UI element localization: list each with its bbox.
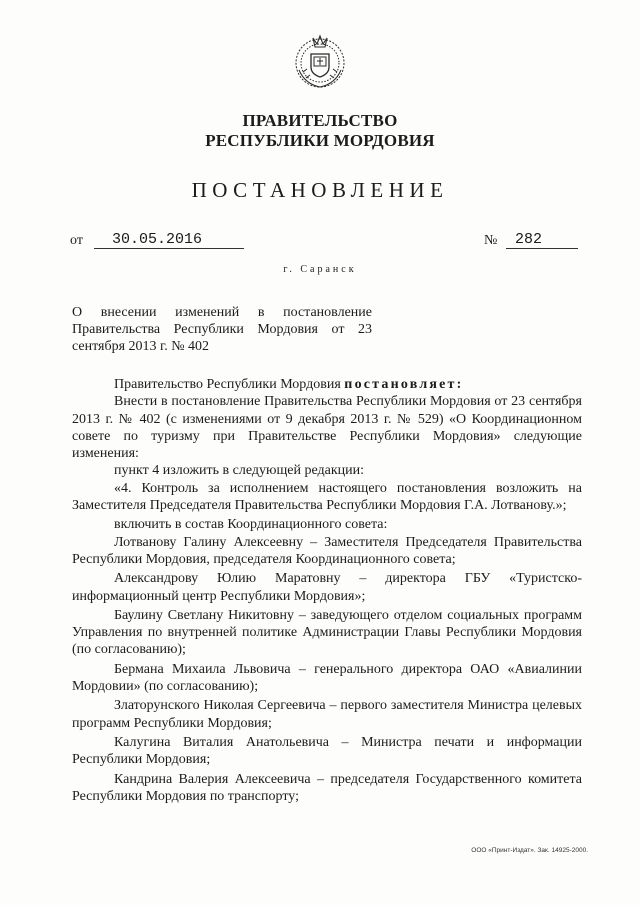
city-name: г. Саранск [283, 264, 357, 275]
government-name-line1: ПРАВИТЕЛЬСТВО [242, 111, 398, 130]
date-number-line [70, 233, 578, 255]
number-prefix: № [484, 233, 498, 248]
date-prefix: от [70, 233, 83, 248]
coat-of-arms-icon [291, 30, 349, 92]
document-body [72, 376, 582, 805]
body-paragraph: включить в состав Координационного совета: [114, 517, 388, 533]
printer-footer: ООО «Принт-Издат». Зак. 14925-2000. [471, 847, 588, 854]
document-number: 282 [506, 231, 578, 249]
member-entry: Бермана Михаила Львовича – генерального директора ОАО «Авиалинии Мордовии» (по согласованию); [72, 661, 582, 695]
member-entry: Александрову Юлию Маратовну – директора ГБУ «Туристско-информационный центр Республики Мордовия»; [72, 571, 582, 604]
decree-action-word: постановляет: [344, 377, 464, 392]
member-entry: Лотванову Галину Алексеевну – Заместителя Председателя Правительства Республики Мордовия, председателя Координационного совета; [72, 534, 582, 567]
body-paragraph: Внести в постановление Правительства Республики Мордовия от 23 сентября 2013 г. № 402 (с изменениями от 9 декабря 2013 г. № 529) «О Координационном совете по туризму при Правительстве Республики Мордовия» следующие изменения: [72, 394, 582, 462]
member-entry: Кандрина Валерия Алексеевича – председателя Государственного комитета Республики Мордовия по транспорту; [72, 771, 582, 804]
government-name-line2: РЕСПУБЛИКИ МОРДОВИЯ [205, 131, 435, 150]
member-entry: Калугина Виталия Анатольевича – Министра печати и информации Республики Мордовия; [72, 734, 582, 768]
member-entry: Златорунского Николая Сергеевича – первого заместителя Министра целевых программ Республики Мордовия; [72, 698, 582, 731]
body-paragraph: «4. Контроль за исполнением настоящего постановления возложить на Заместителя Председателя Правительства Республики Мордовия Г.А. Лотванову.»; [72, 480, 582, 514]
document-subject: О внесении изменений в постановление Правительства Республики Мордовия от 23 сентября 2013 г. № 402 [72, 305, 372, 354]
member-entry: Баулину Светлану Никитовну – заведующего отделом социальных программ Управления по внутренней политике Администрации Главы Республики Мордовия (по согласованию); [72, 607, 582, 658]
body-paragraph: пункт 4 изложить в следующей редакции: [114, 463, 364, 479]
document-type-title: ПОСТАНОВЛЕНИЕ [191, 178, 449, 202]
document-date: 30.05.2016 [94, 231, 244, 249]
intro-paragraph: Правительство Республики Мордовия постановляет: [114, 377, 464, 392]
